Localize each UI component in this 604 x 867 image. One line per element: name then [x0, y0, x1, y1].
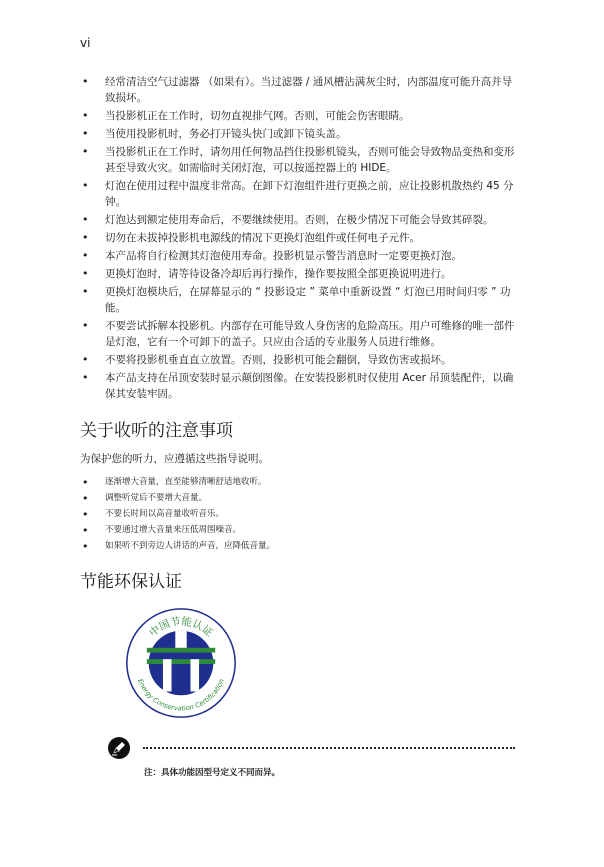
- list-item: • 切勿在未拔掉投影机电源线的情况下更换灯泡组件或任何电子元件。: [80, 230, 520, 246]
- list-item: • 更换灯泡模块后，在屏幕显示的 “ 投影设定 ” 菜单中重新设置 “ 灯泡已用时间归零 ” 功能。: [80, 284, 520, 316]
- list-item: • 灯泡在使用过程中温度非常高。在卸下灯泡组件进行更换之前，应让投影机散热约 45 分钟。: [80, 178, 520, 210]
- energy-heading: 节能环保认证: [80, 572, 182, 592]
- note-divider: [143, 747, 515, 749]
- list-item: • 本产品支持在吊顶安装时显示颠倒图像。在安装投影机时仅使用 Acer 吊顶装配件，以确保其安装牢固。: [80, 370, 520, 402]
- safety-list: [80, 74, 520, 402]
- list-item: • 更换灯泡时，请等待设备冷却后再行操作，操作要按照全部更换说明进行。: [80, 266, 520, 282]
- list-item: • 不要将投影机垂直直立放置。否则，投影机可能会翻倒，导致伤害或损坏。: [80, 352, 520, 368]
- hearing-list: [80, 476, 520, 553]
- page-number: vi: [80, 36, 91, 50]
- list-item: • 如果听不到旁边人讲话的声音，应降低音量。: [80, 540, 520, 553]
- hearing-heading: 关于收听的注意事项: [80, 421, 233, 441]
- list-item: • 本产品将自行检测其灯泡使用寿命。投影机显示警告消息时一定要更换灯泡。: [80, 248, 520, 264]
- hearing-intro: 为保护您的听力，应遵循这些指导说明。: [80, 453, 269, 465]
- energy-certification-logo: [124, 606, 238, 720]
- logo-bar-mid: [147, 659, 215, 664]
- note-block: [107, 736, 517, 782]
- list-item: • 不要通过增大音量来压低周围噪音。: [80, 524, 520, 537]
- logo-cn-text: 中国节能认证: [147, 615, 215, 640]
- list-item: • 当使用投影机时，务必打开镜头快门或卸下镜头盖。: [80, 126, 520, 142]
- logo-bar-top: [147, 648, 215, 653]
- list-item: • 当投影机正在工作时，请勿用任何物品挡住投影机镜头，否则可能会导致物品变热和变形甚至导致火灾。如需临时关闭灯泡，可以按遥控器上的 HIDE。: [80, 144, 520, 176]
- list-item: • 调整听觉后不要增大音量。: [80, 492, 520, 505]
- note-text: 注：具体功能因型号定义不同而异。: [144, 768, 281, 778]
- list-item: • 逐渐增大音量，直至能够清晰舒适地收听。: [80, 476, 520, 489]
- logo-stem-right: [191, 659, 200, 691]
- list-item: • 经常清洁空气过滤器 （如果有）。当过滤器 / 通风槽沾满灰尘时，内部温度可能升高并导致损坏。: [80, 74, 520, 106]
- list-item: • 当投影机正在工作时，切勿直视排气网。否则，可能会伤害眼睛。: [80, 108, 520, 124]
- list-item: • 不要长时间以高音量收听音乐。: [80, 508, 520, 521]
- logo-stem-left: [163, 659, 172, 691]
- list-item: • 不要尝试拆解本投影机。内部存在可能导致人身伤害的危险高压。用户可维修的唯一部件是灯泡，它有一个可卸下的盖子。只应由合适的专业服务人员进行维修。: [80, 318, 520, 350]
- page-content: [80, 74, 520, 724]
- logo-cap: [175, 631, 186, 648]
- note-pen-icon: [107, 736, 131, 760]
- list-item: • 灯泡达到额定使用寿命后，不要继续使用。否则，在极少情况下可能会导致其碎裂。: [80, 212, 520, 228]
- logo-en-text: Energy Conservation Certification: [136, 677, 226, 713]
